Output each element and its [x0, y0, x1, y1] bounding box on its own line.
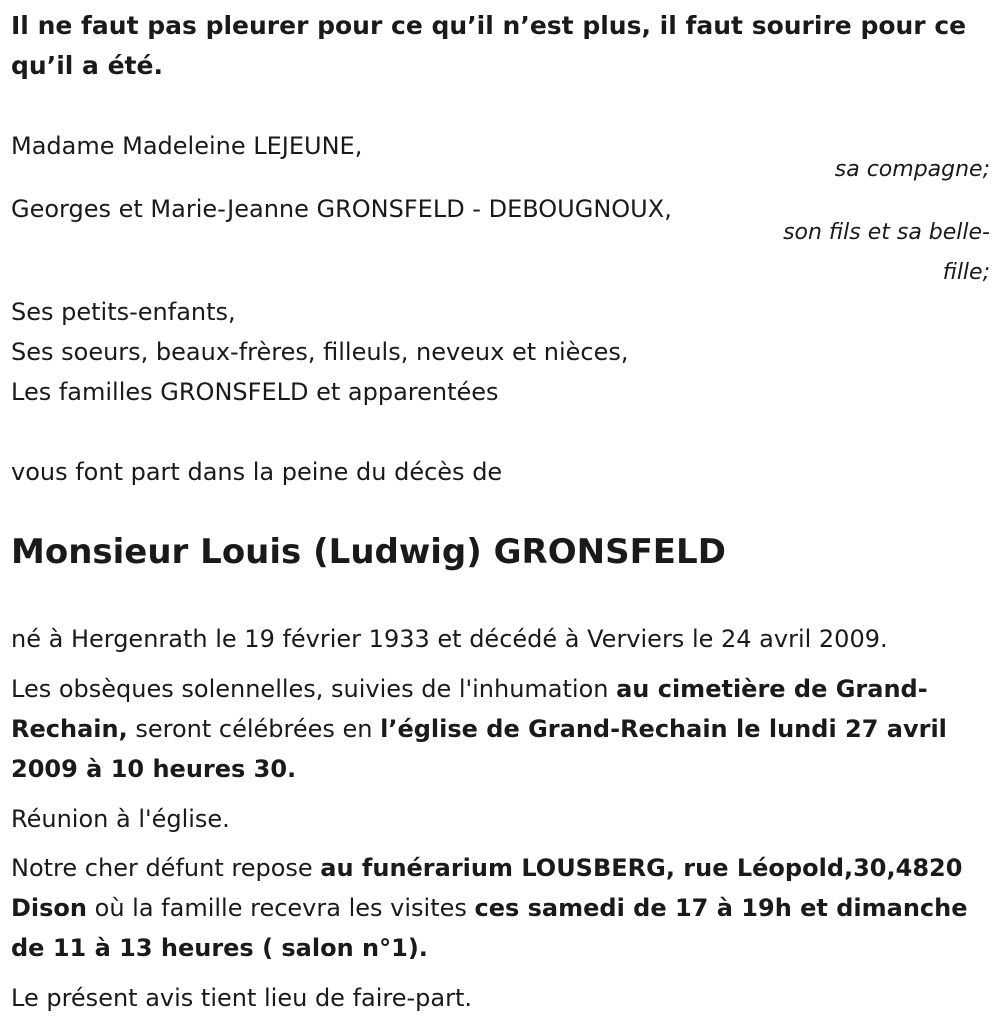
- church-date: l’église de Grand-Rechain le lundi 27 avril 2009 à 10 heures 30.: [11, 715, 947, 783]
- cemetery: au cimetière de Grand-Rechain,: [11, 675, 928, 743]
- family-member-role: sa compagne;: [834, 157, 990, 182]
- funeral-home: au funérarium LOUSBERG, rue Léopold,30,4820 Dison: [11, 854, 963, 922]
- deceased-name: Monsieur Louis (Ludwig) GRONSFELD: [11, 532, 726, 572]
- announcement: vous font part dans la peine du décès de: [11, 458, 503, 486]
- visitation-text: où la famille recevra les visites: [87, 894, 475, 922]
- family-member-name: Madame Madeleine LEJEUNE,: [11, 132, 363, 160]
- other-relatives: Les familles GRONSFELD et apparentées: [11, 378, 499, 406]
- family-member-name: Georges et Marie-Jeanne GRONSFELD - DEBOUGNOUX,: [11, 195, 672, 223]
- funeral-details: [11, 669, 991, 789]
- birth-death: né à Hergenrath le 19 février 1933 et décédé à Verviers le 24 avril 2009.: [11, 625, 888, 653]
- closing: Le présent avis tient lieu de faire-part.: [11, 984, 473, 1012]
- visiting-hours: ces samedi de 17 à 19h et dimanche de 11 à 13 heures ( salon n°1).: [11, 894, 968, 962]
- visitation-text: Notre cher défunt repose: [11, 854, 321, 882]
- meeting: Réunion à l'église.: [11, 805, 230, 833]
- other-relatives: Ses soeurs, beaux-frères, filleuls, neveux et nièces,: [11, 338, 629, 366]
- funeral-text: seront célébrées en: [127, 715, 381, 743]
- quote: Il ne faut pas pleurer pour ce qu’il n’est plus, il faut sourire pour ce qu’il a été.: [11, 11, 967, 80]
- funeral-text: Les obsèques solennelles, suivies de l'inhumation: [11, 675, 617, 703]
- visitation-details: [11, 848, 991, 968]
- family-member-role: son fils et sa belle-: [783, 220, 990, 245]
- other-relatives: Ses petits-enfants,: [11, 298, 236, 326]
- family-member-role: fille;: [942, 260, 990, 285]
